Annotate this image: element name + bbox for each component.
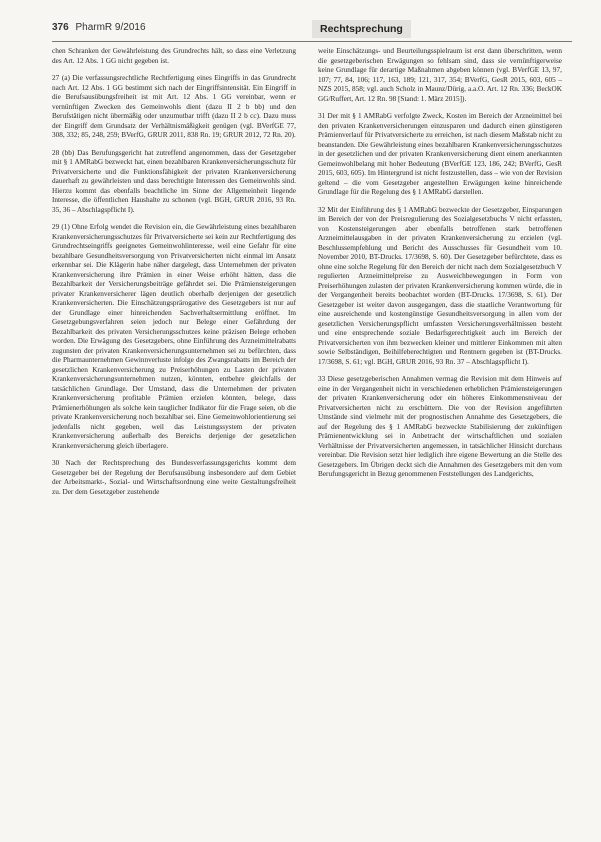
page-number-line: [52, 22, 146, 33]
paragraph: weite Einschätzungs- und Beurteilungsspielraum ist erst dann überschritten, wenn die gesetzgeberischen Erwägungen so fehlsam sind, dass sie vernünftigerweise keine Grundlage für derartige Maßnahmen abgeben können (vgl. BVerfGE 13, 97, 107; 77, 84, 106; 117, 163, 189; 121, 317, 354; BVerfG, GesR 2015, 603, 605 – NZS 2015, 858; vgl. auch Scholz in Maunz/Dürig, a.a.O. Art. 12 Rn. 336; BeckOK GG/Ruffert, Art. 12 Rn. 98 [Stand: 1. März 2015]).: [318, 47, 562, 103]
right-column: [318, 47, 562, 488]
paragraph: 28 (bb) Das Berufungsgericht hat zutreffend angenommen, dass der Gesetzgeber mit § 1 AMRabG bezweckt hat, einen bezahlbaren Krankenversicherungsschutz für Privatversicherte und die Funktionsfähigkeit der privaten Krankenversicherung dauerhaft zu gewährleisten und dass berechtigte Interessen des Gemeinwohls sind. Hierzu kommt das ebenfalls beachtliche im Sinne der Allgemeinheit liegende Interesse, die öffentlichen Haushalte zu schonen (vgl. BGH, GRUR 2016, 93 Rn. 35, 36 – Abschlagspflicht I).: [52, 148, 296, 214]
page-header: [52, 20, 572, 40]
left-column: [52, 47, 296, 505]
paragraph: 30 Nach der Rechtsprechung des Bundesverfassungsgerichts kommt dem Gesetzgeber bei der Regelung der Berufsausübung insbesondere auf dem Gebiet der Arbeitsmarkt-, Sozial- und Wirtschaftsordnung eine weite Gestaltungsfreiheit zu. Der dem Gesetzgeber zustehende: [52, 459, 296, 496]
paragraph: 31 Der mit § 1 AMRabG verfolgte Zweck, Kosten im Bereich der Arzneimittel bei den privaten Krankenversicherungen einzusparen und dadurch einen günstigeren Prämienverlauf für Privatversicherte zu erreichen, ist nach diesem Maßstab nicht zu beanstanden. Die Gewährleistung eines bezahlbaren Krankenversicherungsschutzes in der gesetzlichen und der privaten Krankenversicherung dient einem anerkannten Gemeinwohlbelang mit hoher Bedeutung (BVerfGE 123, 186, 242; BVerfG, GesR 2015, 603, 605). Im Hintergrund ist nicht festzustellen, dass – wie von der Revision geltend – die vom Gesetzgeber angestellten Erwägungen keine hinreichende Grundlage für die Regelung des § 1 AMRabG darstellen.: [318, 112, 562, 196]
paragraph: chen Schranken der Gewährleistung des Grundrechts hält, so dass eine Verletzung des Art. 12 Abs. 1 GG nicht gegeben ist.: [52, 47, 296, 65]
journal-issue: PharmR 9/2016: [75, 22, 146, 33]
header-rule: [52, 41, 572, 42]
page-number: 376: [52, 22, 69, 33]
section-title: Rechtsprechung: [312, 20, 411, 38]
paragraph: 32 Mit der Einführung des § 1 AMRabG bezweckte der Gesetzgeber, Einsparungen im Bereich der von der Preisregulierung des Sozialgesetzbuchs V nicht erfassten, von Kostensteigerungen aber ebenfalls betroffenen stark betroffenen Arzneimittelausgaben in der privaten Krankenversicherung zu erzielen (vgl. Beschlussempfehlung und Bericht des Ausschusses für Gesundheit vom 10. November 2010, BT-Drucks. 17/3698, S. 60). Der Gesetzgeber befürchtete, dass es ohne eine solche Regelung für den Bereich der nicht nach dem Sozialgesetzbuch V regulierten Arzneimittelpreise zu Ausweichbewegungen in Form von Preiserhöhungen zulasten der privaten Krankenversicherung kommen würde, die in der Vergangenheit bereits beobachtet worden (BT-Drucks. 17/3698, S. 61). Der Gesetzgeber ist weiter davon ausgegangen, dass die staatliche Verantwortung für eine ausreichende und kostengünstige Gesundheitsversorgung in allen vom der gesetzlichen Versicherungspflicht umfassten Versicherungsverhältnissen besteht und eine entsprechende soziale Bedarfsgerechtigkeit auch im Bereich der Privatversicherten von ihm bezwecken kleiner und mittlerer Einkommen mit alten sowie Selbständigen, Beihilfeberechtigten und Rentnern gegeben ist (BT-Drucks. 17/3698, S. 61; vgl. BGH, GRUR 2016, 93 Rn. 37 – Abschlagspflicht I).: [318, 205, 562, 366]
paragraph: 27 (a) Die verfassungsrechtliche Rechtfertigung eines Eingriffs in das Grundrecht nach Art. 12 Abs. 1 GG bestimmt sich nach der Eingriffsintensität. Ein Eingriff in die Berufsausübungsfreiheit ist mit Art. 12 Abs. 1 GG vereinbar, wenn er vernünftigen Zwecken des Gemeinwohls dient (dazu II 2 b bb) und den Berufstätigen nicht übermäßig oder unzumutbar trifft (dazu II 2 b cc). Dazu muss der Eingriff dem Grundsatz der Verhältnismäßigkeit genügen (vgl. BVerfGE 77, 308, 332; 85, 248, 259; BVerfG, GRUR 2011, 838 Rn. 19; GRUR 2012, 72 Rn. 20).: [52, 74, 296, 139]
paragraph: 29 (1) Ohne Erfolg wendet die Revision ein, die Gewährleistung eines bezahlbaren Krankenversicherungsschutzes für Privatversicherte sei kein zur Rechtfertigung des Grundrechtseingriffs geeignetes Gemeinwohlinteresse, weil eine Gefahr für eine bezahlbare Gesundheitsversorgung von Privatversicherten nicht einmal im Ansatz erkennbar sei. Die Klägerin habe näher dargelegt, dass Unternehmen der privaten Krankenversicherung ihre Prämien in einer Weise erhöht hätten, dass die Bezahlbarkeit der Versicherungsbeiträge gefährdet sei. Die Prämiensteigerungen privater Krankenversicherer lägen deutlich oberhalb derjenigen der gesetzlich Krankenversicherten. Die Einschätzungsprärogative des Gesetzgebers ist nur auf der Grundlage einer hinreichenden Sachverhaltsermittlung eröffnet. Im Gesetzgebungsverfahren seien jedoch nur Belege einer Gefährdung der Bezahlbarkeit des privaten Versicherungsschutzes keine präzisen Belege erhoben worden. Die Erwägung des Gesetzgebers, ohne Einführung des Arzneimittelrabatts zugunsten der privaten Krankenversicherungsunternehmen sei zu befürchten, dass die Pharmaunternehmen Gewinnverluste infolge des Zwangsrabatts im Bereich der gesetzlichen Krankenversicherung zu Preiserhöhungen zu Lasten der privaten Krankenversicherungsunternehmen nutzen, könnten, entbehre gleichfalls der tatsächlichen Grundlage. Der Umstand, dass die Unternehmen der privaten Krankenversicherung profitable Prämien erzielen könnten, belege, dass Prämienerhöhungen als solche kein tauglicher Indikator für die Frage seien, ob die private Krankenversicherung noch bezahlbar sei. Eine Gemeinwohlorientierung sei jedenfalls nicht gegeben, weil das Leistungssystem der privaten Krankenversicherung außerhalb des Bereichs derjenige der gesetzlichen Krankenversicherung gleich überlagere.: [52, 223, 296, 450]
paragraph: 33 Diese gesetzgeberischen Annahmen vermag die Revision mit dem Hinweis auf eine in der Vergangenheit nicht in verschiedenen erheblichen Prämiensteigerungen der privaten Krankenversicherung oder ein höheres Einkommensniveau der Privatversicherten nicht zu erschüttern. Die von der Revision angeführten Umstände sind vielmehr mit der prognostischen Annahme des Gesetzgebers, die auf der Regelung des § 1 AMRabG bezweckte Stabilisierung der zukünftigen Prämienentwicklung sei in Anbetracht der wirtschaftlichen und sozialen Verhältnisse der Privatversicherten angemessen, in tatsächlicher Hinsicht durchaus vereinbar. Die Revision setzt hier lediglich ihre eigene Bewertung an die Stelle des Gesetzgebers. Im Übrigen deckt sich die Annahmen des Gesetzgebers mit den vom Berufungsgericht in Bezug genommenen Feststellungen des Landgerichts,: [318, 375, 562, 478]
